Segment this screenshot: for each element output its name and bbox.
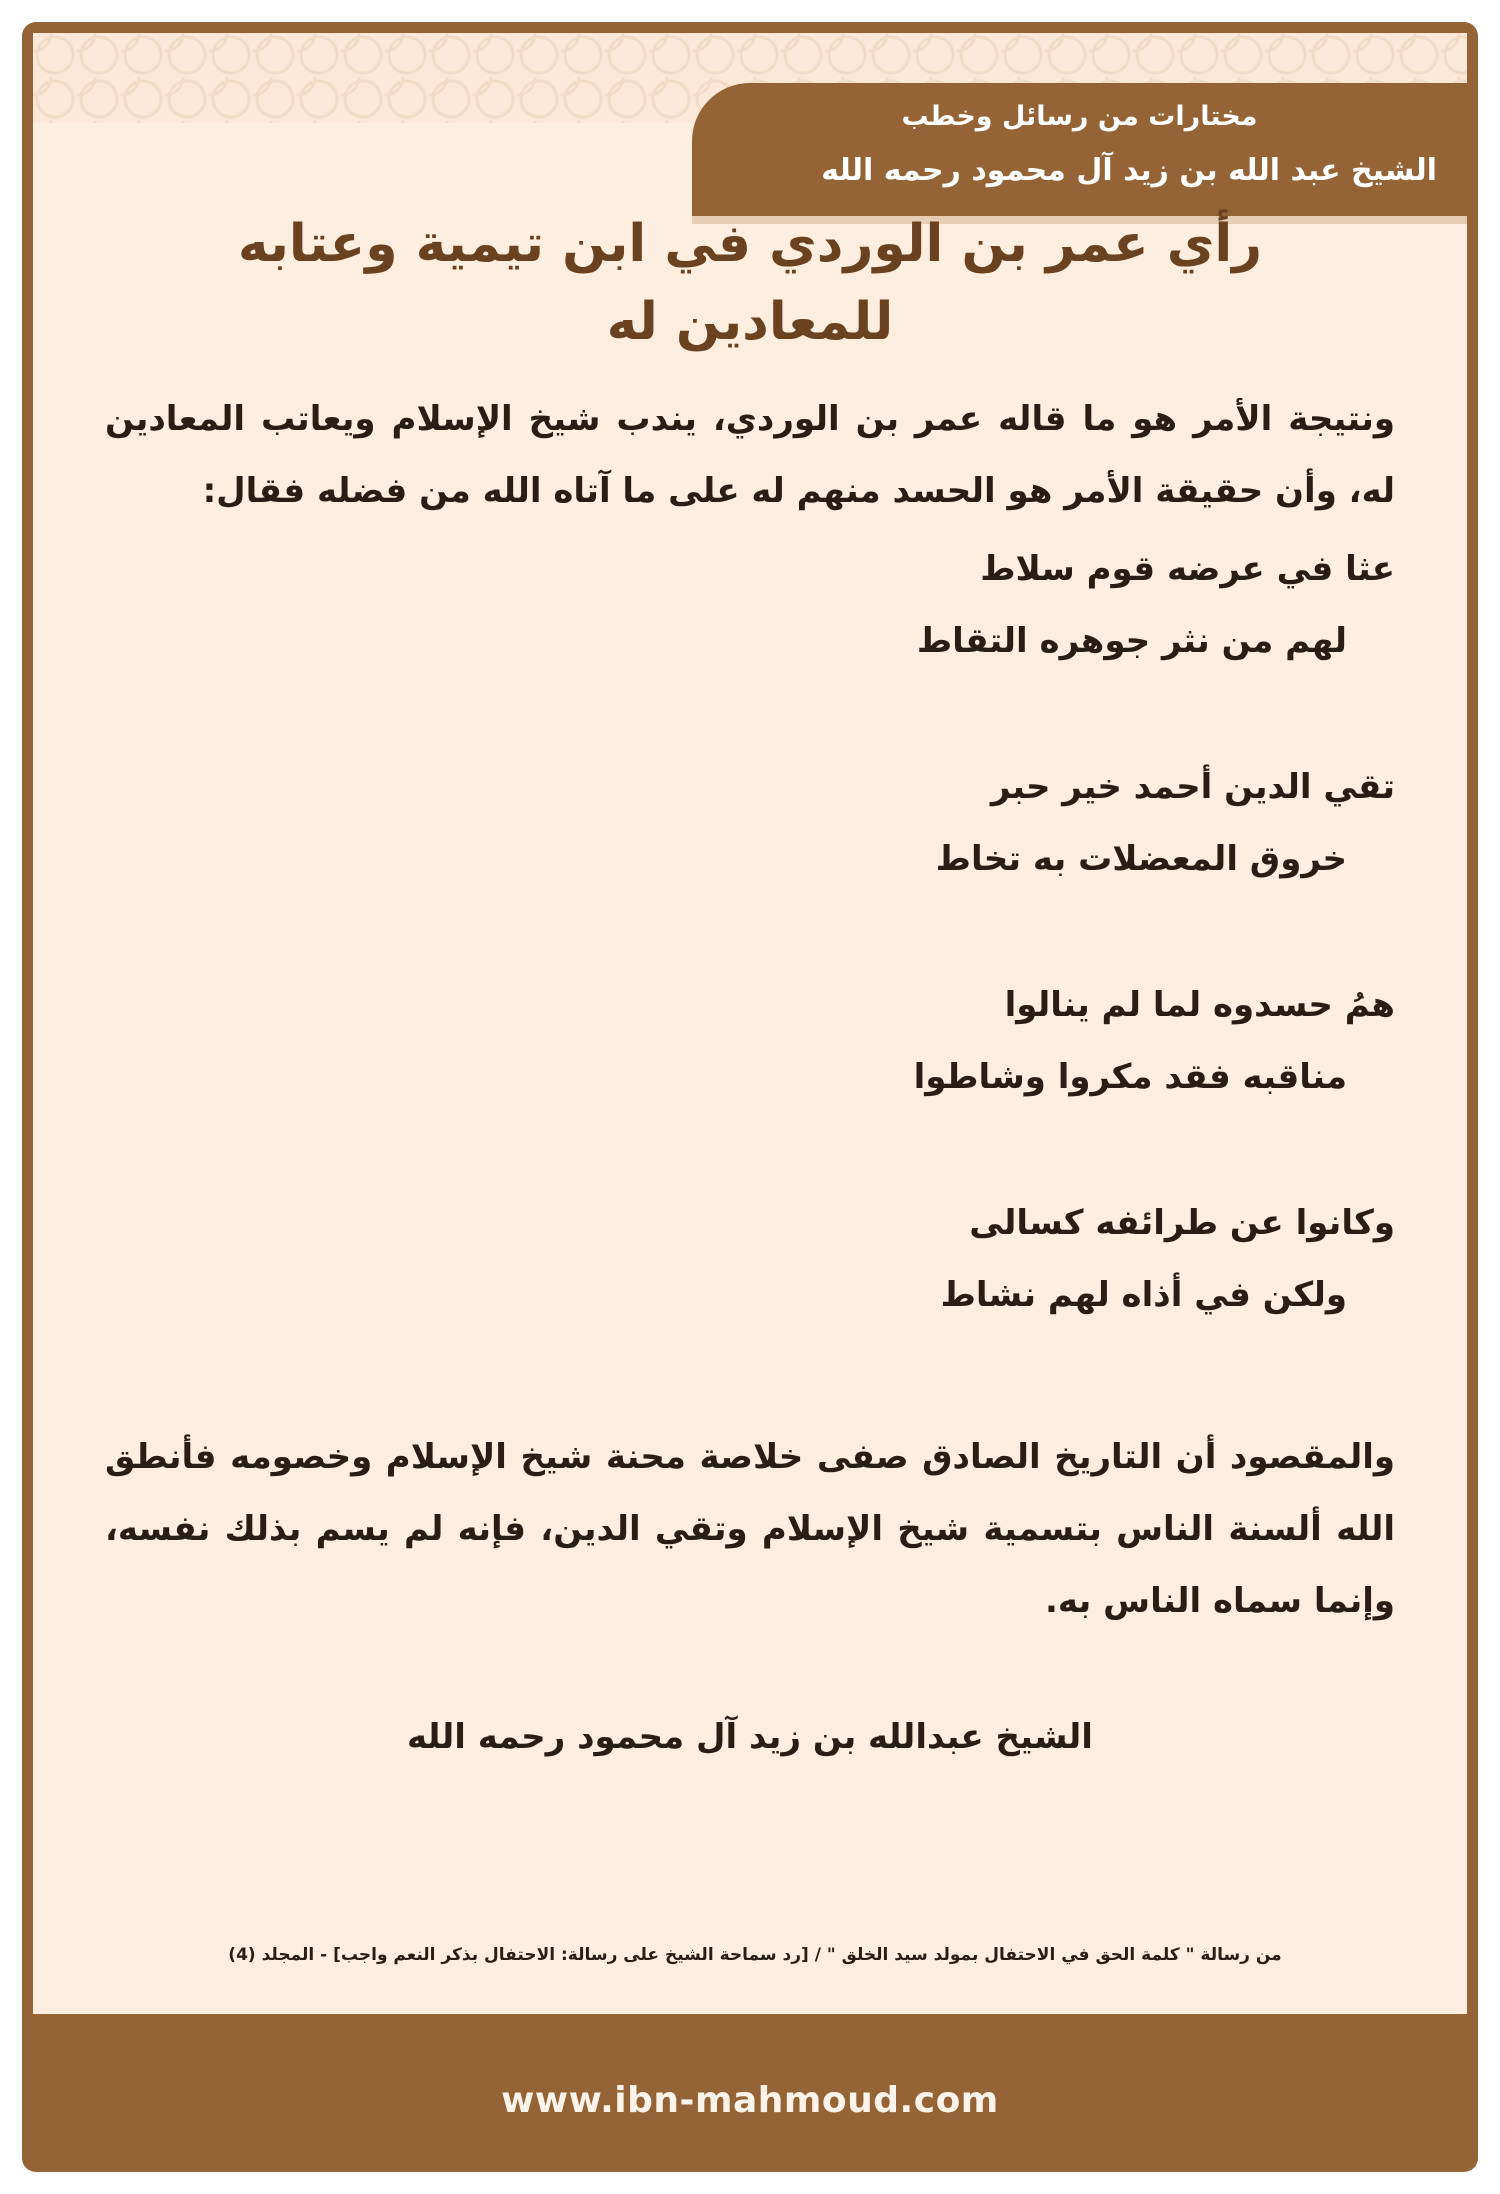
verse-second-hemistich: خروق المعضلات به تخاط — [935, 839, 1347, 879]
source-citation: من رسالة " كلمة الحق في الاحتفال بمولد سيد الخلق " / [رد سماحة الشيخ على رسالة: الاحتفال بذكر النعم واجب] - المجلد (4) — [228, 1945, 1282, 1965]
article-body — [105, 205, 1395, 1767]
verse-second-hemistich: مناقبه فقد مكروا وشاطوا — [913, 1057, 1347, 1097]
poem-verse — [105, 1187, 1395, 1331]
verse-first-hemistich: عثا في عرضه قوم سلاط — [980, 549, 1395, 589]
verse-second-hemistich: ولكن في أذاه لهم نشاط — [940, 1275, 1347, 1315]
verse-first-hemistich: وكانوا عن طرائفه كسالى — [969, 1203, 1395, 1243]
verse-second-hemistich: لهم من نثر جوهره التقاط — [916, 621, 1347, 661]
header-author-name: الشيخ عبد الله بن زيد آل محمود رحمه الله — [821, 153, 1437, 188]
closing-paragraph: والمقصود أن التاريخ الصادق صفى خلاصة محنة شيخ الإسلام وخصومه فأنطق الله ألسنة الناس بتسمية شيخ الإسلام وتقي الدين، فإنه لم يسم بذلك نفسه، وإنما سماه الناس به. — [105, 1437, 1395, 1621]
poem-verse — [105, 533, 1395, 677]
author-signature: الشيخ عبدالله بن زيد آل محمود رحمه الله — [407, 1717, 1093, 1757]
poem-verse — [105, 969, 1395, 1113]
header-series-title: مختارات من رسائل وخطب — [901, 101, 1258, 132]
verse-first-hemistich: تقي الدين أحمد خير حبر — [990, 767, 1395, 807]
website-link[interactable]: www.ibn-mahmoud.com — [501, 2080, 999, 2121]
header-banner — [692, 83, 1467, 216]
verse-first-hemistich: همُ حسدوه لما لم ينالوا — [1004, 985, 1395, 1025]
intro-paragraph: ونتيجة الأمر هو ما قاله عمر بن الوردي، يندب شيخ الإسلام ويعاتب المعادين له، وأن حقيقة الأمر هو الحسد منهم له على ما آتاه الله من فضله فقال: — [105, 399, 1395, 511]
poem-verse — [105, 751, 1395, 895]
article-title: رأي عمر بن الوردي في ابن تيمية وعتابه للمعادين له — [237, 214, 1263, 352]
